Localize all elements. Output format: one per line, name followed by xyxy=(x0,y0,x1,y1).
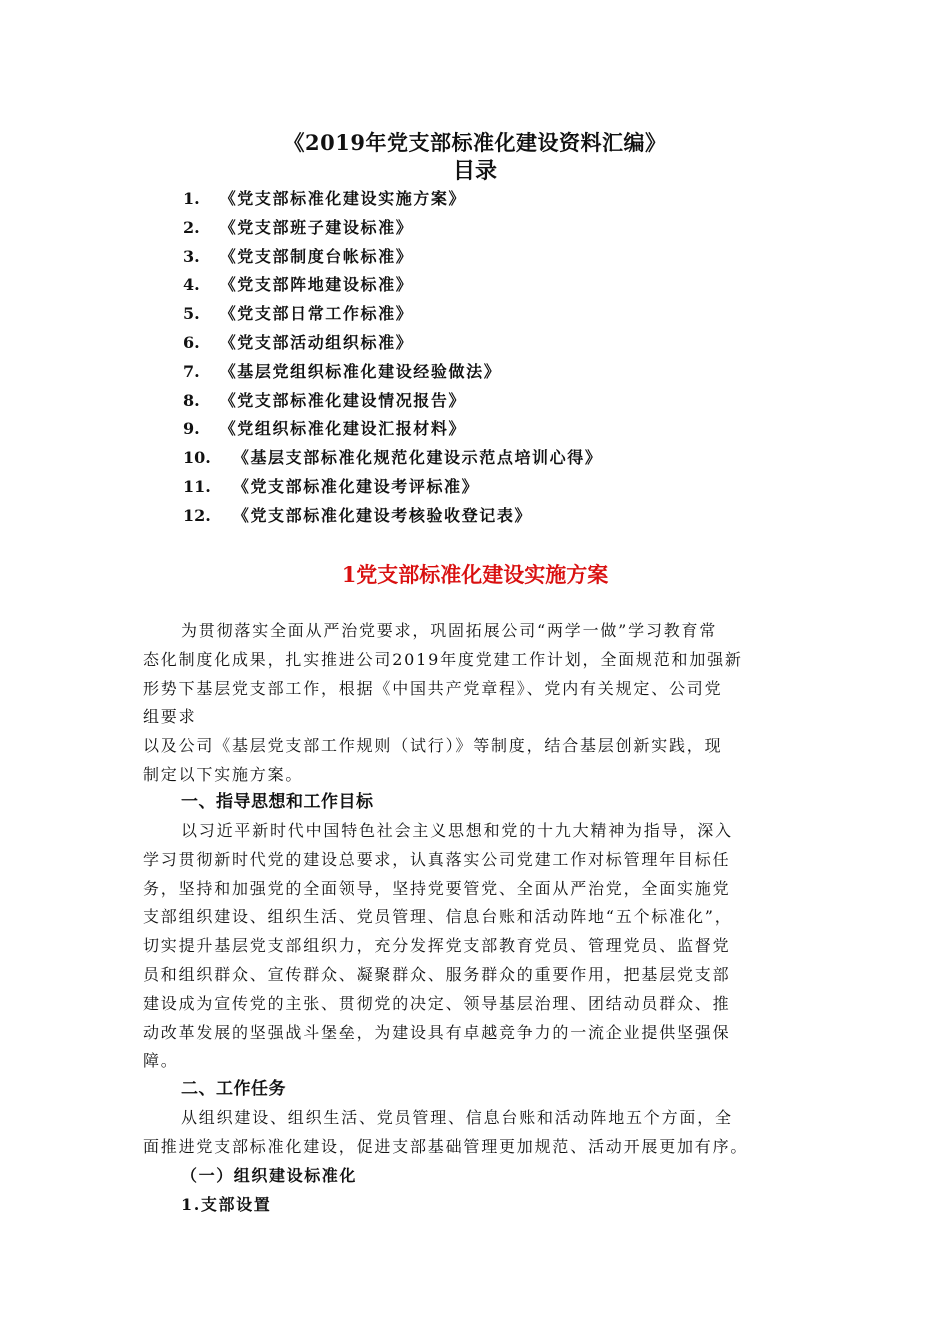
toc-item-number: 7. xyxy=(183,361,200,381)
paragraph-line: 员和组织群众、宣传群众、凝聚群众、服务群众的重要作用，把基层党支部 xyxy=(143,964,731,984)
paragraph-line: 动改革发展的坚强战斗堡垒，为建设具有卓越竞争力的一流企业提供坚强保 xyxy=(143,1022,731,1042)
toc-item-7 xyxy=(183,358,602,387)
guiding-ideology-paragraph xyxy=(143,817,807,1076)
toc-item-text: 《基层党组织标准化建设经验做法》 xyxy=(219,361,502,381)
toc-item-text: 《基层支部标准化规范化建设示范点培训心得》 xyxy=(232,448,603,468)
toc-item-6 xyxy=(183,329,602,358)
paragraph-line: 障。 xyxy=(143,1051,179,1071)
toc-item-text: 《党组织标准化建设汇报材料》 xyxy=(219,419,467,439)
paragraph-line: 从组织建设、组织生活、党员管理、信息台账和活动阵地五个方面，全 xyxy=(181,1108,733,1127)
paragraph-line: 建设成为宣传党的主张、贯彻党的决定、领导基层治理、团结动员群众、推 xyxy=(143,993,731,1013)
toc-item-9 xyxy=(183,415,602,444)
toc-item-number: 5. xyxy=(183,304,200,324)
paragraph-line: 学习贯彻新时代党的建设总要求，认真落实公司党建工作对标管理年目标任 xyxy=(143,849,731,869)
subheading-organization-standardization: （一）组织建设标准化 xyxy=(181,1166,358,1185)
toc-heading: 目录 xyxy=(452,158,497,184)
toc-item-number: 3. xyxy=(183,246,200,266)
paragraph-line: 以习近平新时代中国特色社会主义思想和党的十九大精神为指导，深入 xyxy=(181,821,733,840)
toc-item-text: 《党支部标准化建设考评标准》 xyxy=(232,476,480,496)
toc-item-4 xyxy=(183,271,602,300)
paragraph-line: 为贯彻落实全面从严治党要求，巩固拓展公司“两学一做”学习教育常 xyxy=(181,621,718,640)
toc-item-text: 《党支部班子建设标准》 xyxy=(219,217,414,237)
toc-item-text: 《党支部活动组织标准》 xyxy=(219,332,414,352)
document-title: 《2019年党支部标准化建设资料汇编》 xyxy=(283,130,667,155)
toc-item-text: 《党支部标准化建设考核验收登记表》 xyxy=(232,505,533,525)
table-of-contents xyxy=(183,185,602,531)
toc-item-text: 《党支部标准化建设实施方案》 xyxy=(219,189,467,208)
toc-item-3 xyxy=(183,243,602,272)
toc-item-number: 10. xyxy=(183,448,211,468)
toc-item-text: 《党支部标准化建设情况报告》 xyxy=(219,390,467,410)
toc-item-number: 12. xyxy=(183,505,211,525)
toc-item-number: 1. xyxy=(183,189,200,208)
toc-item-text: 《党支部阵地建设标准》 xyxy=(219,275,414,295)
toc-item-5 xyxy=(183,300,602,329)
toc-item-8 xyxy=(183,387,602,416)
heading-work-tasks: 二、工作任务 xyxy=(181,1079,286,1099)
toc-item-1 xyxy=(183,185,602,214)
toc-item-2 xyxy=(183,214,602,243)
paragraph-line: 制定以下实施方案。 xyxy=(143,764,304,784)
paragraph-line: 面推进党支部标准化建设，促进支部基础管理更加规范、活动开展更加有序。 xyxy=(143,1136,749,1156)
toc-item-number: 4. xyxy=(183,275,200,295)
subheading-branch-setup: 1.支部设置 xyxy=(181,1195,272,1214)
paragraph-line: 切实提升基层党支部组织力，充分发挥党支部教育党员、管理党员、监督党 xyxy=(143,936,731,956)
heading-guiding-ideology: 一、指导思想和工作目标 xyxy=(181,792,374,812)
paragraph-line: 务，坚持和加强党的全面领导，坚持党要管党、全面从严治党，全面实施党 xyxy=(143,878,731,898)
paragraph-line: 以及公司《基层党支部工作规则（试行）》等制度，结合基层创新实践，现 xyxy=(143,736,723,756)
paragraph-line: 形势下基层党支部工作，根据《中国共产党章程》、党内有关规定、公司党 xyxy=(143,678,723,698)
paragraph-line: 支部组织建设、组织生活、党员管理、信息台账和活动阵地“五个标准化”， xyxy=(143,907,733,927)
paragraph-line: 组要求 xyxy=(143,707,197,727)
toc-item-11 xyxy=(183,473,602,502)
toc-item-number: 2. xyxy=(183,217,200,237)
toc-item-number: 8. xyxy=(183,390,200,410)
toc-item-number: 11. xyxy=(183,476,211,496)
toc-item-10 xyxy=(183,444,602,473)
toc-item-number: 9. xyxy=(183,419,200,439)
intro-paragraph xyxy=(143,617,807,790)
toc-item-12 xyxy=(183,502,602,531)
section-title: 1党支部标准化建设实施方案 xyxy=(341,562,609,587)
toc-item-text: 《党支部制度台帐标准》 xyxy=(219,246,414,266)
toc-item-text: 《党支部日常工作标准》 xyxy=(219,304,414,324)
work-tasks-paragraph xyxy=(143,1104,807,1162)
toc-item-number: 6. xyxy=(183,332,200,352)
paragraph-line: 态化制度化成果，扎实推进公司2019年度党建工作计划，全面规范和加强新 xyxy=(143,649,743,669)
